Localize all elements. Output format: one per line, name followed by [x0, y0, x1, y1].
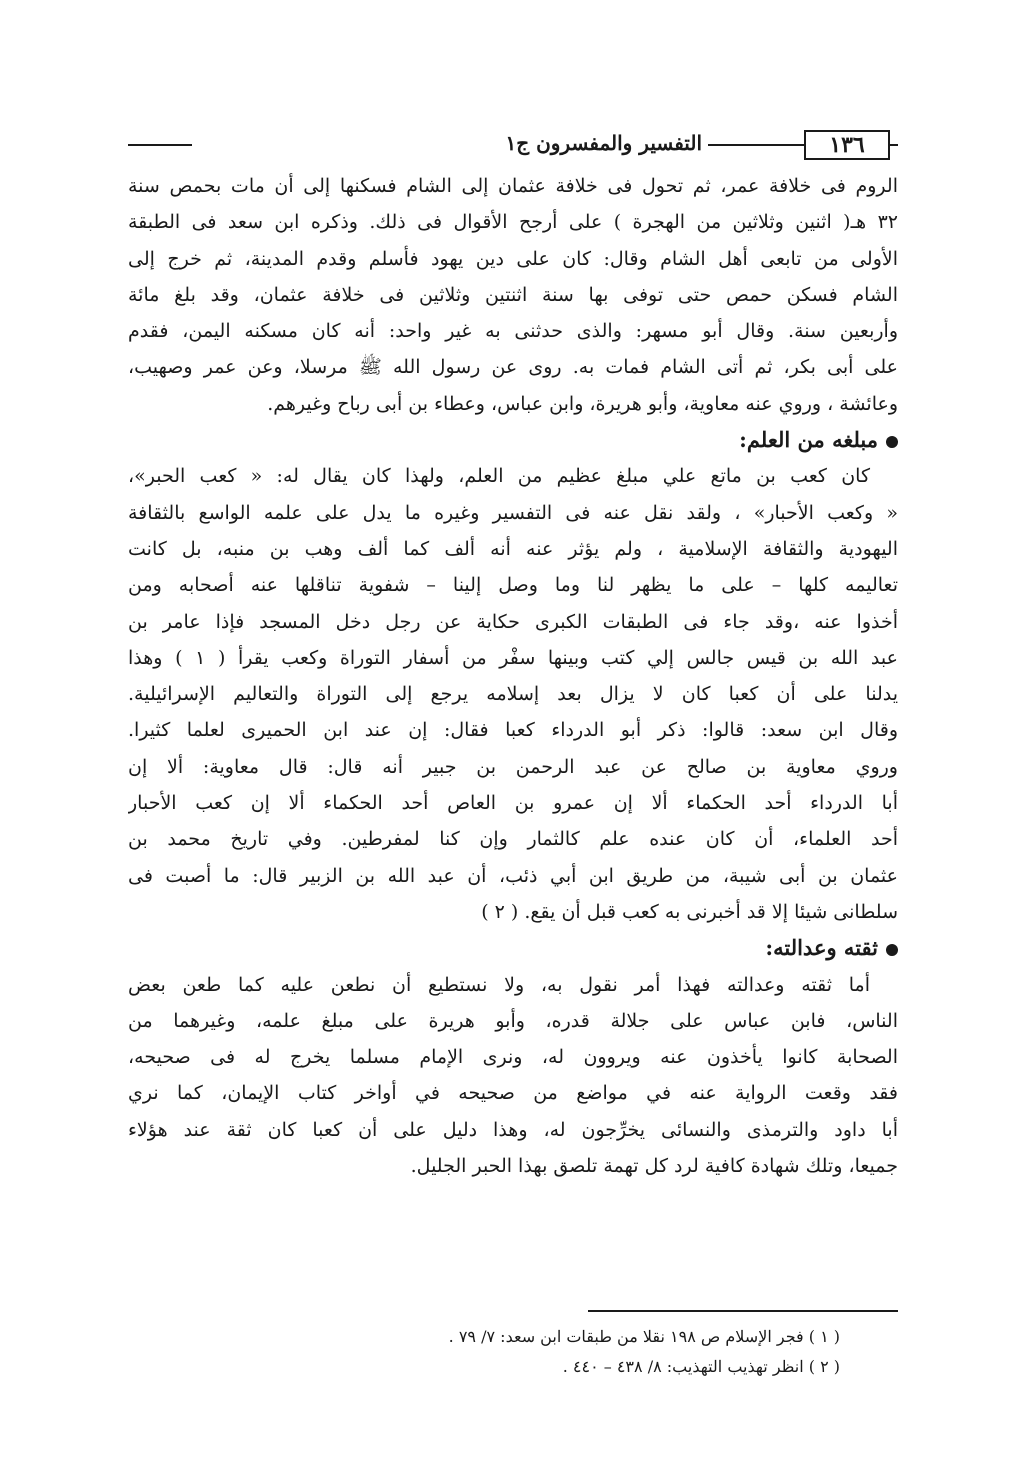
text-line: وأربعين سنة. وقال أبو مسهر: والذى حدثنى به غير واحد: أنه كان مسكنه اليمن، فقدم — [128, 320, 898, 343]
footnotes — [400, 1322, 840, 1382]
text-line: على أبى بكر، ثم أتى الشام فمات به. روى عن رسول الله ﷺ مرسلا، وعن عمر وصهيب، — [128, 356, 898, 379]
text-line: « وكعب الأحبار» ، ولقد نقل عنه فى التفسير وغيره ما يدل على علمه الواسع بالثقافة — [128, 501, 898, 524]
text-line: سلطانى شيئا إلا قد أخبرنى به كعب قبل أن يقع. ( ٢ ) — [481, 900, 898, 923]
text-line: أخذوا عنه ،وقد جاء فى الطبقات الكبرى حكاية عن رجل دخل المسجد فإذا عامر بن — [128, 610, 898, 633]
text-line: يدلنا على أن كعبا كان لا يزال بعد إسلامه يرجع إلى التوراة والتعاليم الإسرائيلية. — [128, 683, 898, 706]
text-line: وروي معاوية بن صالح عن عبد الرحمن بن جبير أنه قال: قال معاوية: ألا إن — [128, 755, 898, 778]
header-rule-right — [890, 144, 898, 146]
footnote-2: ( ٢ ) انظر تهذيب التهذيب: ٨/ ٤٣٨ – ٤٤٠ . — [562, 1357, 840, 1376]
text-line: وقال ابن سعد: قالوا: ذكر أبو الدرداء كعبا فقال: إن عند ابن الحميرى لعلما كثيرا. — [128, 719, 898, 742]
text-line: ٣٢ هـ( اثنين وثلاثين من الهجرة ) على أرجح الأقوال فى ذلك. وذكره ابن سعد فى الطبقة — [128, 211, 898, 234]
text-line: جميعا، وتلك شهادة كافية لرد كل تهمة تلصق بهذا الحبر الجليل. — [410, 1155, 898, 1178]
text-line: الأولى من تابعى أهل الشام وقال: كان على دين يهود فأسلم وقدم المدينة، ثم خرج إلى — [128, 247, 898, 270]
footnote-1: ( ١ ) فجر الإسلام ص ١٩٨ نقلا من طبقات ابن سعد: ٧/ ٧٩ . — [448, 1327, 840, 1346]
footnote-separator — [588, 1310, 898, 1312]
text-line: الروم فى خلافة عمر، ثم تحول فى خلافة عثمان إلى الشام فسكنها إلى أن مات بحمص سنة — [128, 175, 898, 197]
page-body — [128, 168, 898, 1184]
text-line: الصحابة كانوا يأخذون عنه ويروون له، ونرى الإمام مسلما يخرج له فى صحيحه، — [128, 1046, 898, 1069]
bullet-icon — [886, 436, 898, 448]
paragraph-knowledge — [128, 458, 898, 930]
text-line: عبد الله بن قيس جالس إلي كتب وبينها سفْر من أسفار التوراة وكعب يقرأ ( ١ ) وهذا — [128, 646, 898, 669]
text-line: عثمان بن أبى شيبة، من طريق ابن أبي ذئب، أن عبد الله بن الزبير قال: ما أصبت فى — [128, 864, 898, 887]
text-line: كان كعب بن ماتع علي مبلغ عظيم من العلم، ولهذا كان يقال له: « كعب الحبر»، — [128, 465, 870, 488]
text-line: أبا الدرداء أحد الحكماء ألا إن عمرو بن العاص أحد الحكماء ألا إن كعب الأحبار — [128, 792, 898, 815]
text-line: أما ثقته وعدالته فهذا أمر نقول به، ولا نستطيع أن نطعن عليه كما طعن بعض — [128, 973, 870, 996]
text-line: أبا داود والترمذى والنسائى يخرِّجون له، وهذا دليل على أن كعبا كان ثقة عند هؤلاء — [128, 1118, 898, 1141]
section-heading-knowledge — [128, 422, 898, 458]
paragraph-reliability — [128, 967, 898, 1185]
bullet-icon — [886, 944, 898, 956]
section-heading-reliability — [128, 930, 898, 966]
paragraph-intro — [128, 168, 898, 422]
text-line: اليهودية والثقافة الإسلامية ، ولم يؤثر عنه أنه ألف كما ألف وهب بن منبه، بل كانت — [128, 537, 898, 560]
text-line: وعائشة ، وروي عنه معاوية، وأبو هريرة، وابن عباس، وعطاء بن أبى رباح وغيرهم. — [267, 392, 898, 415]
header-rule-left — [128, 144, 192, 146]
running-title: التفسير والمفسرون ج١ — [505, 131, 702, 155]
text-line: أحد العلماء، أن كان عنده علم كالثمار وإن كنا لمفرطين. وفي تاريخ محمد بن — [128, 828, 898, 851]
section-heading-text: مبلغه من العلم: — [739, 427, 878, 453]
text-line: فقد وقعت الرواية عنه في مواضع من صحيحه في أواخر كتاب الإيمان، كما نري — [128, 1082, 898, 1105]
page-header — [128, 128, 898, 162]
section-heading-text: ثقته وعدالته: — [765, 935, 878, 961]
text-line: الشام فسكن حمص حتى توفى بها سنة اثنتين وثلاثين فى خلافة عثمان، وقد بلغ مائة — [128, 283, 898, 306]
text-line: تعاليمه كلها – على ما يظهر لنا وما وصل إلينا – شفوية تناقلها عنه أصحابه ومن — [128, 574, 898, 597]
header-rule-middle — [708, 144, 804, 146]
text-line: الناس، فابن عباس على جلالة قدره، وأبو هريرة على مبلغ علمه، وغيرهما من — [128, 1009, 898, 1032]
page-number: ١٣٦ — [804, 130, 890, 160]
